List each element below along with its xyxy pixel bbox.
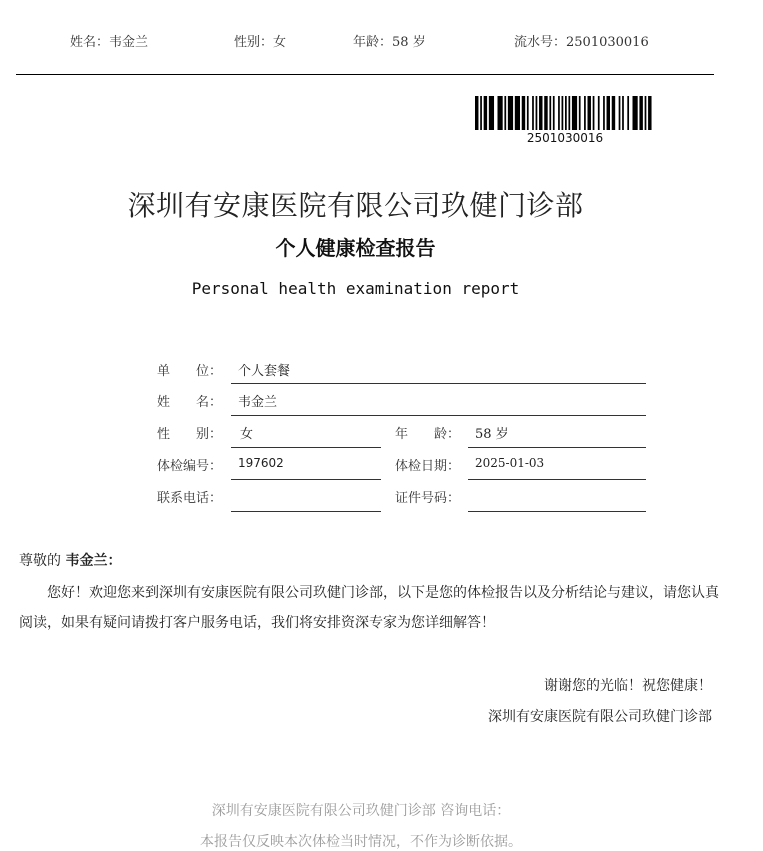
unit-label: 单 位： [157,364,223,379]
greeting-name: 韦金兰： [65,553,122,569]
barcode-bar [598,96,600,130]
barcode-bar [475,96,478,130]
phone-label: 联系电话： [157,491,223,506]
barcode-bar [515,96,520,130]
letter-body: 您好！欢迎您来到深圳有安康医院有限公司玖健门诊部，以下是您的体检报告以及分析结论与建议，请您认真阅读，如果有疑问请拨打客户服务电话，我们将安排资深专家为您详细解答！ [19,585,719,631]
barcode-bar [622,96,624,130]
exam-no-value: 197602 [238,456,284,470]
barcode-bar [562,96,564,130]
age-label: 年 龄： [395,427,461,442]
barcode-bar [544,96,547,130]
footer-disclaimer: 本报告仅反映本次体检当时情况，不作为诊断依据。 [200,834,522,850]
barcode-bar [645,96,647,130]
barcode-bar [558,96,560,130]
barcode-bar [549,96,551,130]
barcode-bar [484,96,487,130]
id-label: 证件号码： [395,491,461,506]
exam-no-label: 体检编号： [157,459,223,474]
name-underline [231,415,646,416]
report-title-en: Personal health examination report [191,279,520,298]
id-underline [468,511,646,512]
barcode-bar [565,96,567,130]
header-name-value: 韦金兰 [109,35,149,50]
barcode-bar [480,96,482,130]
gender-underline [231,447,381,448]
barcode-bar [633,96,638,130]
header-serial [514,31,649,50]
exam-date-value: 2025-01-03 [475,456,545,470]
gender-value: 女 [240,427,254,442]
header-gender-value: 女 [273,35,287,50]
barcode-bar [539,96,542,130]
barcode-bar [627,96,629,130]
header-serial-value: 2501030016 [566,35,649,50]
barcode-bar [536,96,538,130]
barcode-bar [584,96,586,130]
report-title-cn: 个人健康检查报告 [275,236,436,260]
barcode-bar [588,96,591,130]
barcode-bar [568,96,570,130]
barcode-bar [504,96,506,130]
header-gender [234,31,286,50]
barcode-bar [612,96,615,130]
phone-underline [231,511,381,512]
unit-value: 个人套餐 [238,364,291,379]
exam-date-underline [468,479,646,480]
barcode-bar [619,96,621,130]
barcode-bar [553,96,555,130]
header-name [70,31,148,50]
gender-label: 性 别： [157,427,223,442]
greeting [19,550,121,570]
header-age [353,31,426,50]
barcode-bar [603,96,605,130]
hospital-title: 深圳有安康医院有限公司玖健门诊部 [127,189,584,222]
name-label: 姓 名： [157,395,223,410]
header-serial-label: 流水号： [514,35,567,50]
barcode-bar [498,96,503,130]
greeting-prefix: 尊敬的 [19,553,61,569]
barcode-bar [508,96,513,130]
barcode-bar [532,96,534,130]
barcode-image [475,96,655,130]
barcode-bar [593,96,595,130]
header-age-label: 年龄： [353,35,393,50]
barcode-bar [527,96,529,130]
header-divider [16,74,714,75]
barcode-bar [579,96,581,130]
footer-consult: 深圳有安康医院有限公司玖健门诊部 咨询电话： [211,803,511,819]
barcode-bar [648,96,651,130]
barcode-number: 2501030016 [526,131,604,145]
header-name-label: 姓名： [70,35,110,50]
letter-signature: 深圳有安康医院有限公司玖健门诊部 [488,709,712,725]
name-value: 韦金兰 [238,395,278,410]
barcode-bar [522,96,525,130]
exam-no-underline [231,479,381,480]
barcode-bar [607,96,610,130]
header-gender-label: 性别： [234,35,274,50]
barcode-bar [489,96,494,130]
unit-underline [231,383,646,384]
barcode-bar [572,96,577,130]
barcode-bar [639,96,642,130]
age-underline [468,447,646,448]
header-age-value: 58 岁 [392,35,426,50]
age-value: 58 岁 [475,427,509,442]
letter-thanks: 谢谢您的光临！祝您健康！ [544,678,712,694]
exam-date-label: 体检日期： [395,459,461,474]
